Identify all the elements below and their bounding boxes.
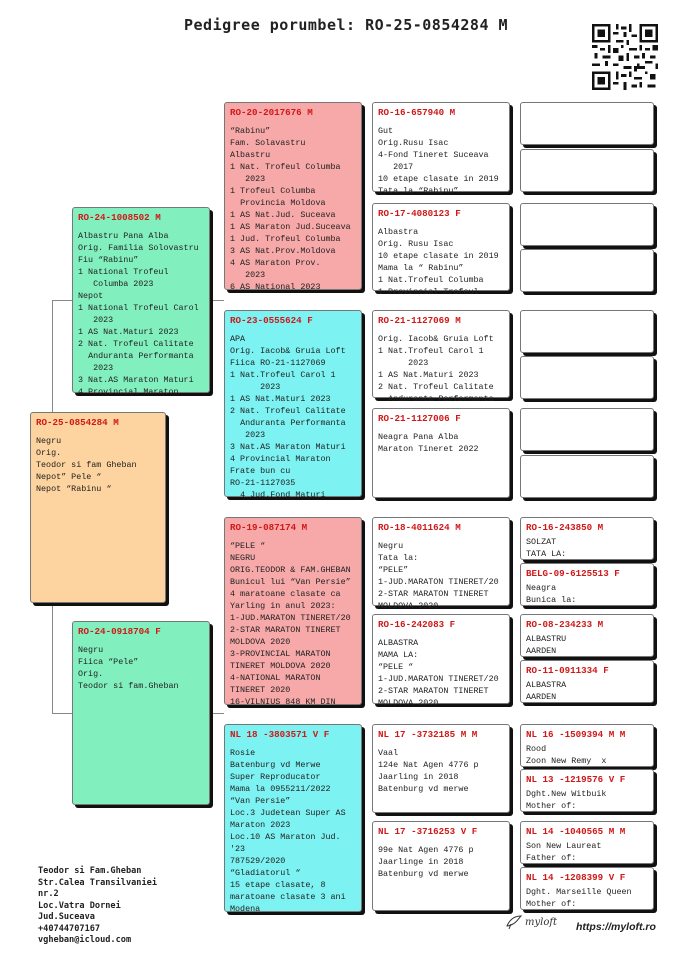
pigeon-details: Negru Tata la: “PELE” 1-JUD.MARATON TINERET/20 2-STAR MARATON TINERET MOLDOVA 2020 <box>378 541 499 611</box>
empty-ancestor-slot[interactable] <box>520 310 654 353</box>
ring-number: RO-18-4011624 M <box>378 522 461 533</box>
ring-number: RO-17-4080123 F <box>378 208 461 219</box>
owner-contact-info: Teodor si Fam.Gheban Str.Calea Transilvaniei nr.2 Loc.Vatra Dornei Jud.Suceava +40744707167 vgheban@icloud.com <box>38 866 157 945</box>
pigeon-details: Negru Fiica “Pele” Orig. Teodor si fam.Gheban <box>78 645 179 691</box>
ring-number: RO-20-2017676 M <box>230 107 313 118</box>
ring-number: RO-16-657940 M <box>378 107 456 118</box>
empty-ancestor-slot[interactable] <box>520 203 654 246</box>
pigeon-details: Neagra Pana Alba Maraton Tineret 2022 <box>378 432 479 454</box>
ring-number: RO-21-1127006 F <box>378 413 461 424</box>
dam-dam-sire-card[interactable] <box>372 724 510 813</box>
empty-ancestor-slot[interactable] <box>520 356 654 399</box>
ring-number: RO-24-0918704 F <box>78 626 161 637</box>
pigeon-details: Albastru Pana Alba Orig. Familia Solovastru Fiu “Rabinu” 1 National Trofeul Columba 2023 Nepot 1 National Trofeul Carol 2023 1 AS Nat.Maturi 2023 2 Nat. Trofeul Calitate Anduranta Performanta 2023 3 Nat.AS Maraton Maturi 4 Provincial Maraton <box>78 231 199 397</box>
pigeon-details: Albastra Orig. Rusu Isac 10 etape clasate in 2019 Mama la “ Rabinu” 1 Nat.Trofeul Columba 1 Provincial Trofeul <box>378 227 499 297</box>
qr-code-icon <box>592 24 658 90</box>
ring-number: NL 17 -3732185 M M <box>378 729 478 740</box>
ring-number: RO-19-087174 M <box>230 522 308 533</box>
sire-sire-card[interactable] <box>224 102 362 290</box>
ring-number: NL 14 -1040565 M M <box>526 826 626 837</box>
connector-line <box>52 603 53 713</box>
ring-number: BELG-09-6125513 F <box>526 568 620 579</box>
ring-number: NL 14 -1208399 V F <box>526 872 626 883</box>
connector-line <box>52 300 72 301</box>
great-great-ancestor-card[interactable] <box>520 517 654 560</box>
pigeon-details: “Rabinu” Fam. Solavastru Albastru 1 Nat. Trofeul Columba 2023 1 Trofeul Columba Provincia Moldova 1 AS Nat.Jud. Suceava 1 AS Maraton Jud.Suceava 1 Jud. Trofeul Columba 3 AS Nat.Prov.Moldova 4 AS Maraton Prov. 2023 6 AS National 2023 <box>230 126 351 292</box>
pigeon-details: Rood Zoon New Remy x <box>526 744 607 766</box>
sire-card[interactable] <box>72 207 210 397</box>
pigeon-details: ALBASTRA AARDEN <box>526 680 567 702</box>
sire-dam-sire-card[interactable] <box>372 310 510 404</box>
connector-line <box>210 713 224 714</box>
dam-sire-sire-card[interactable] <box>372 517 510 611</box>
empty-ancestor-slot[interactable] <box>520 455 654 498</box>
great-great-ancestor-card[interactable] <box>520 867 654 910</box>
great-great-ancestor-card[interactable] <box>520 769 654 812</box>
pigeon-details: 99e Nat Agen 4776 p Jaarlinge in 2018 Batenburg vd merwe <box>378 845 474 879</box>
logo-text: myloft <box>525 917 558 928</box>
page-title: Pedigree porumbel: RO-25-0854284 M <box>184 16 509 34</box>
ring-number: RO-24-1008502 M <box>78 212 161 223</box>
pigeon-details: Gut Orig.Rusu Isac 4-Fond Tineret Suceava 2017 10 etape clasate in 2019 Tata la “Rabinu” <box>378 126 499 196</box>
ring-number: RO-16-242083 F <box>378 619 456 630</box>
ring-number: NL 17 -3716253 V F <box>378 826 478 837</box>
pigeon-details: Dght. Marseille Queen Mother of: <box>526 887 632 909</box>
ring-number: RO-21-1127069 M <box>378 315 461 326</box>
pigeon-logo-icon <box>505 913 523 931</box>
sire-sire-dam-card[interactable] <box>372 203 510 297</box>
website-link[interactable]: https://myloft.ro <box>576 921 656 933</box>
dam-sire-card[interactable] <box>224 517 362 705</box>
pigeon-details: Vaal 124e Nat Agen 4776 p Jaarling in 2018 Batenburg vd merwe <box>378 748 479 794</box>
pigeon-details: SOLZAT TATA LA: <box>526 537 567 559</box>
ring-number: NL 13 -1219576 V F <box>526 774 626 785</box>
pigeon-details: Dght.New Witbuik Mother of: <box>526 789 607 811</box>
great-great-ancestor-card[interactable] <box>520 563 654 606</box>
pigeon-details: ALBASTRU AARDEN <box>526 634 567 656</box>
connector-line <box>52 300 53 412</box>
ring-number: NL 16 -1509394 M M <box>526 729 626 740</box>
empty-ancestor-slot[interactable] <box>520 102 654 145</box>
pigeon-details: Negru Orig. Teodor si fam Gheban Nepot” Pele “ Nepot “Rabinu “ <box>36 436 137 494</box>
empty-ancestor-slot[interactable] <box>520 408 654 451</box>
ring-number: RO-08-234233 M <box>526 619 604 630</box>
empty-ancestor-slot[interactable] <box>520 149 654 192</box>
pigeon-details: “PELE “ NEGRU ORIG.TEODOR & FAM.GHEBAN Bunicul lui “Van Persie” 4 maratoane clasate ca Yarling in anul 2023: 1-JUD.MARATON TINERET/20 2-STAR MARATON TINERET MOLDOVA 2020 3-PROVINCIAL MARATON TINERET MOLDOVA 2020 4-NATIONAL MARATON TINERET 2020 16-VILNIUS 848 KM DIN <box>230 541 351 707</box>
ring-number: RO-25-0854284 M <box>36 417 119 428</box>
great-great-ancestor-card[interactable] <box>520 724 654 767</box>
ring-number: RO-16-243850 M <box>526 522 604 533</box>
pigeon-details: Neagra Bunica la: <box>526 583 577 605</box>
empty-ancestor-slot[interactable] <box>520 249 654 292</box>
great-great-ancestor-card[interactable] <box>520 821 654 864</box>
subject-pigeon-card[interactable] <box>30 412 166 603</box>
connector-line <box>52 713 72 714</box>
great-great-ancestor-card[interactable] <box>520 614 654 657</box>
sire-sire-sire-card[interactable] <box>372 102 510 196</box>
pigeon-details: APA Orig. Iacob& Gruia Loft Fiica RO-21-1127069 1 Nat.Trofeul Carol 1 2023 1 AS Nat.Maturi 2023 2 Nat. Trofeul Calitate Anduranta Performanta 2023 3 Nat.AS Maraton Maturi 4 Provincial Maraton Frate bun cu RO-21-1127035 4 Jud.Fond Maturi <box>230 334 346 500</box>
pigeon-details: Rosie Batenburg vd Merwe Super Reproducator Mama la 0955211/2022 “Van Persie” Loc.3 Judetean Super AS Maraton 2023 Loc.10 AS Maraton Jud. '23 787529/2020 “Gladiatorul “ 15 etape clasate, 8 maratoane clasate 3 ani Modena <box>230 748 346 914</box>
ring-number: RO-23-0555624 F <box>230 315 313 326</box>
dam-dam-dam-card[interactable] <box>372 821 510 911</box>
pigeon-details: ALBASTRA MAMA LA: “PELE “ 1-JUD.MARATON TINERET/20 2-STAR MARATON TINERET MOLDOVA 2020 <box>378 638 499 708</box>
great-great-ancestor-card[interactable] <box>520 660 654 703</box>
pigeon-details: Orig. Iacob& Gruia Loft 1 Nat.Trofeul Carol 1 2023 1 AS Nat.Maturi 2023 2 Nat. Trofeul Calitate Anduranta Performanta <box>378 334 494 404</box>
dam-card[interactable] <box>72 621 210 805</box>
sire-dam-dam-card[interactable] <box>372 408 510 498</box>
pigeon-details: Son New Laureat Father of: <box>526 841 602 863</box>
connector-line <box>210 300 224 301</box>
dam-sire-dam-card[interactable] <box>372 614 510 708</box>
ring-number: NL 18 -3803571 V F <box>230 729 330 740</box>
ring-number: RO-11-0911334 F <box>526 665 609 676</box>
sire-dam-card[interactable] <box>224 310 362 500</box>
dam-dam-card[interactable] <box>224 724 362 912</box>
